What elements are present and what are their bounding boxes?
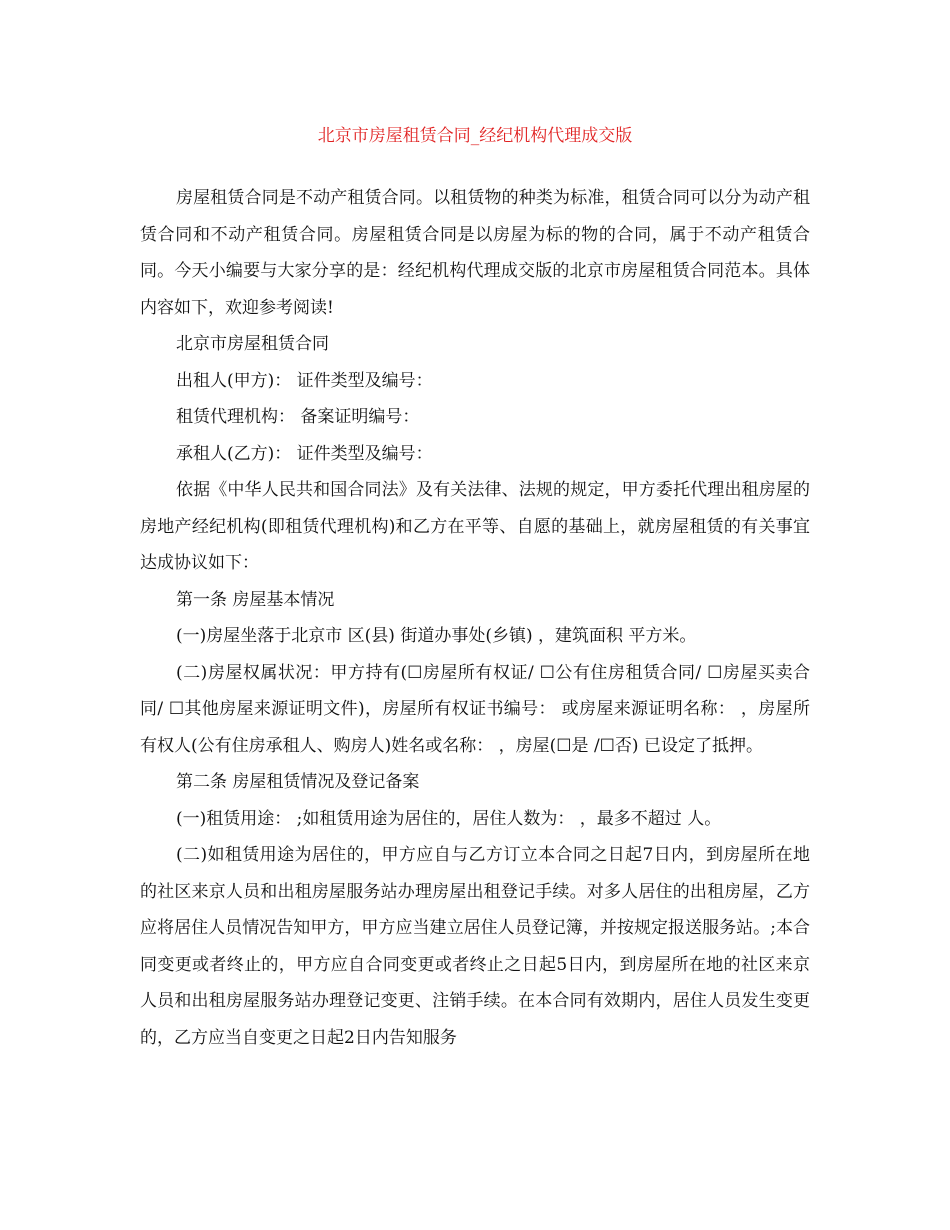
paragraph-basis: 依据《中华人民共和国合同法》及有关法律、法规的规定，甲方委托代理出租房屋的房地产经纪机构(即租赁代理机构)和乙方在平等、自愿的基础上，就房屋租赁的有关事宜达成协议如下： [140,480,810,573]
paragraph-lessee: 承租人(乙方)： 证件类型及编号： [176,443,433,464]
paragraph-article-2-item-1: (一)租赁用途： ;如租赁用途为居住的，居住人数为： ，最多不超过 人。 [176,808,722,829]
paragraph-article-1-heading: 第一条 房屋基本情况 [176,589,335,610]
document-body [140,180,810,1056]
paragraph-agency: 租赁代理机构： 备案证明编号： [176,407,420,427]
paragraph-lessor: 出租人(甲方)： 证件类型及编号： [176,370,433,391]
paragraph-article-2-item-2: (二)如租赁用途为居住的，甲方应自与乙方订立本合同之日起7日内，到房屋所在地的社区来京人员和出租房屋服务站办理房屋出租登记手续。对多人居住的出租房屋，乙方应将居住人员情况告知甲方，甲方应当建立居住人员登记簿，并按规定报送服务站。;本合同变更或者终止的，甲方应自合同变更或者终止之日起5日内，到房屋所在地的社区来京人员和出租房屋服务站办理登记变更、注销手续。在本合同有效期内，居住人员发生变更的，乙方应当自变更之日起2日内告知服务 [140,845,810,1048]
paragraph-intro: 房屋租赁合同是不动产租赁合同。以租赁物的种类为标准，租赁合同可以分为动产租赁合同和不动产租赁合同。房屋租赁合同是以房屋为标的物的合同，属于不动产租赁合同。今天小编要与大家分享的是：经纪机构代理成交版的北京市房屋租赁合同范本。具体内容如下，欢迎参考阅读! [140,188,810,318]
paragraph-article-1-item-1: (一)房屋坐落于北京市 区(县) 街道办事处(乡镇) ，建筑面积 平方米。 [176,626,697,646]
paragraph-article-1-item-2: (二)房屋权属状况：甲方持有(☐房屋所有权证/ ☐公有住房租赁合同/ ☐房屋买卖合同/ ☐其他房屋来源证明文件)，房屋所有权证书编号： 或房屋来源证明名称： ，房屋所有权人(公有住房承租人、购房人)姓名或名称： ，房屋(☐是 /☐否) 已设定了抵押。 [140,662,810,756]
paragraph-contract-name: 北京市房屋租赁合同 [176,334,329,354]
paragraph-article-2-heading: 第二条 房屋租赁情况及登记备案 [176,772,420,792]
document-title: 北京市房屋租赁合同_经纪机构代理成交版 [317,126,633,146]
